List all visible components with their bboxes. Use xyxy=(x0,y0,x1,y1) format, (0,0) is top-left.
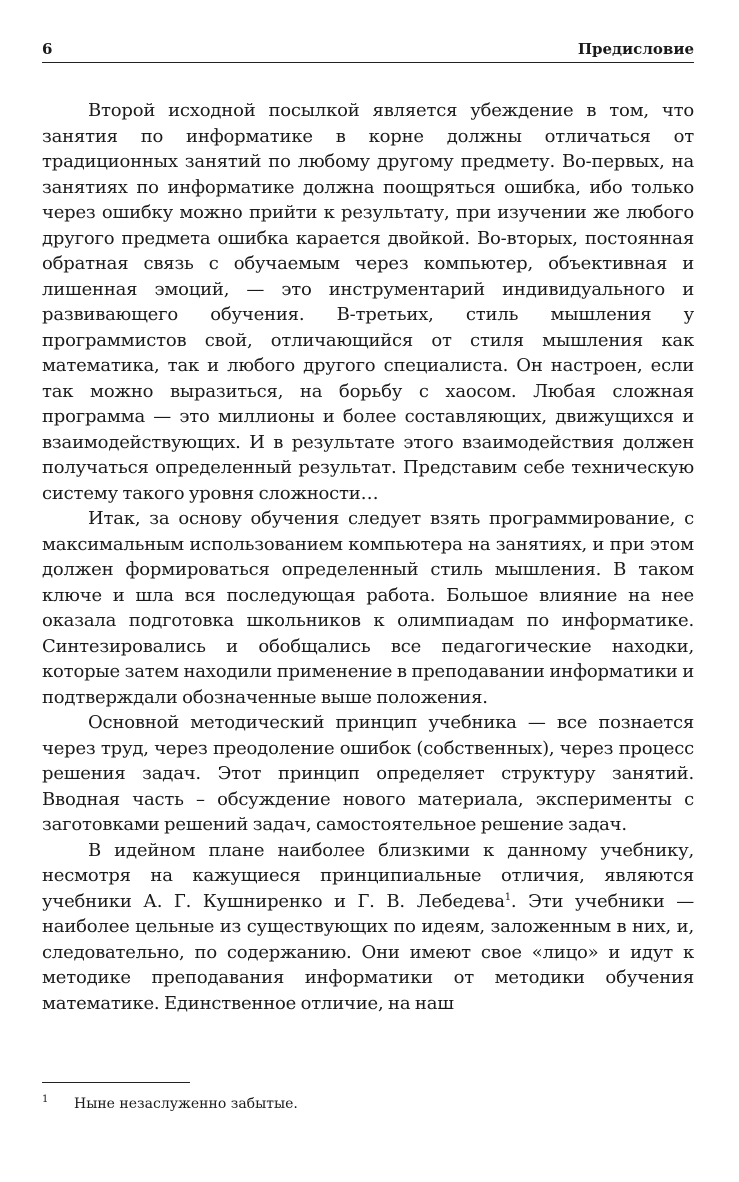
paragraph-4 xyxy=(42,838,694,1017)
footnote-number: 1 xyxy=(42,1094,49,1105)
paragraph-2: Итак, за основу обучения следует взять программирование, с максимальным использованием компьютера на занятиях, и при этом должен формироваться определенный стиль мышления. В таком ключе и шла вся последующая работа. Большое влияние на нее оказала подготовка школьников к олимпиадам по информатике. Синтезировались и обобщались все педагогические находки, которые затем находили применение в преподавании информатики и подтверждали обозначенные выше положения. xyxy=(42,508,694,708)
footnote-divider xyxy=(42,1082,190,1083)
footnote-reference[interactable]: 1 xyxy=(504,891,511,903)
page-header xyxy=(42,40,694,63)
running-title: Предисловие xyxy=(577,40,694,58)
paragraph-4-text-start: В идейном плане наиболее близкими к данному учебнику, несмотря на кажущиеся принципиальные отличия, являются учебники А. Г. Кушниренко и Г. В. Лебедева xyxy=(42,839,694,912)
paragraph-4-text-end: . Эти учебники — наиболее цельные из существующих по идеям, заложенным в них, и, следовательно, по содержанию. Они имеют свое «лицо» и идут к методике преподавания информатики от методики обучения математике. Единственное отличие, на наш xyxy=(42,890,694,1014)
page-number: 6 xyxy=(42,40,53,58)
footnote-text: Ныне незаслуженно забытые. xyxy=(74,1096,298,1112)
body-text xyxy=(42,98,694,1016)
paragraph-3: Основной методический принцип учебника — все познается через труд, через преодоление ошибок (собственных), через процесс решения задач. Этот принцип определяет структуру занятий. Вводная часть – обсуждение нового материала, эксперименты с заготовками решений задач, самостоятельное решение задач. xyxy=(42,712,694,835)
paragraph-1: Второй исходной посылкой является убеждение в том, что занятия по информатике в корне должны отличаться от традиционных занятий по любому другому предмету. Во-первых, на занятиях по информатике должна поощряться ошибка, ибо только через ошибку можно прийти к результату, при изучении же любого другого предмета ошибка карается двойкой. Во-вторых, постоянная обратная связь с обучаемым через компьютер, объективная и лишенная эмоций, — это инструментарий индивидуального и развивающего обучения. В-третьих, стиль мышления у программистов свой, отличающийся от стиля мышления как математика, так и любого другого специалиста. Он настроен, если так можно выразиться, на борьбу с хаосом. Любая сложная программа — это миллионы и более составляющих, движущихся и взаимодействующих. И в результате этого взаимодействия должен получаться определенный результат. Представим себе техническую систему такого уровня сложности… xyxy=(42,100,694,504)
